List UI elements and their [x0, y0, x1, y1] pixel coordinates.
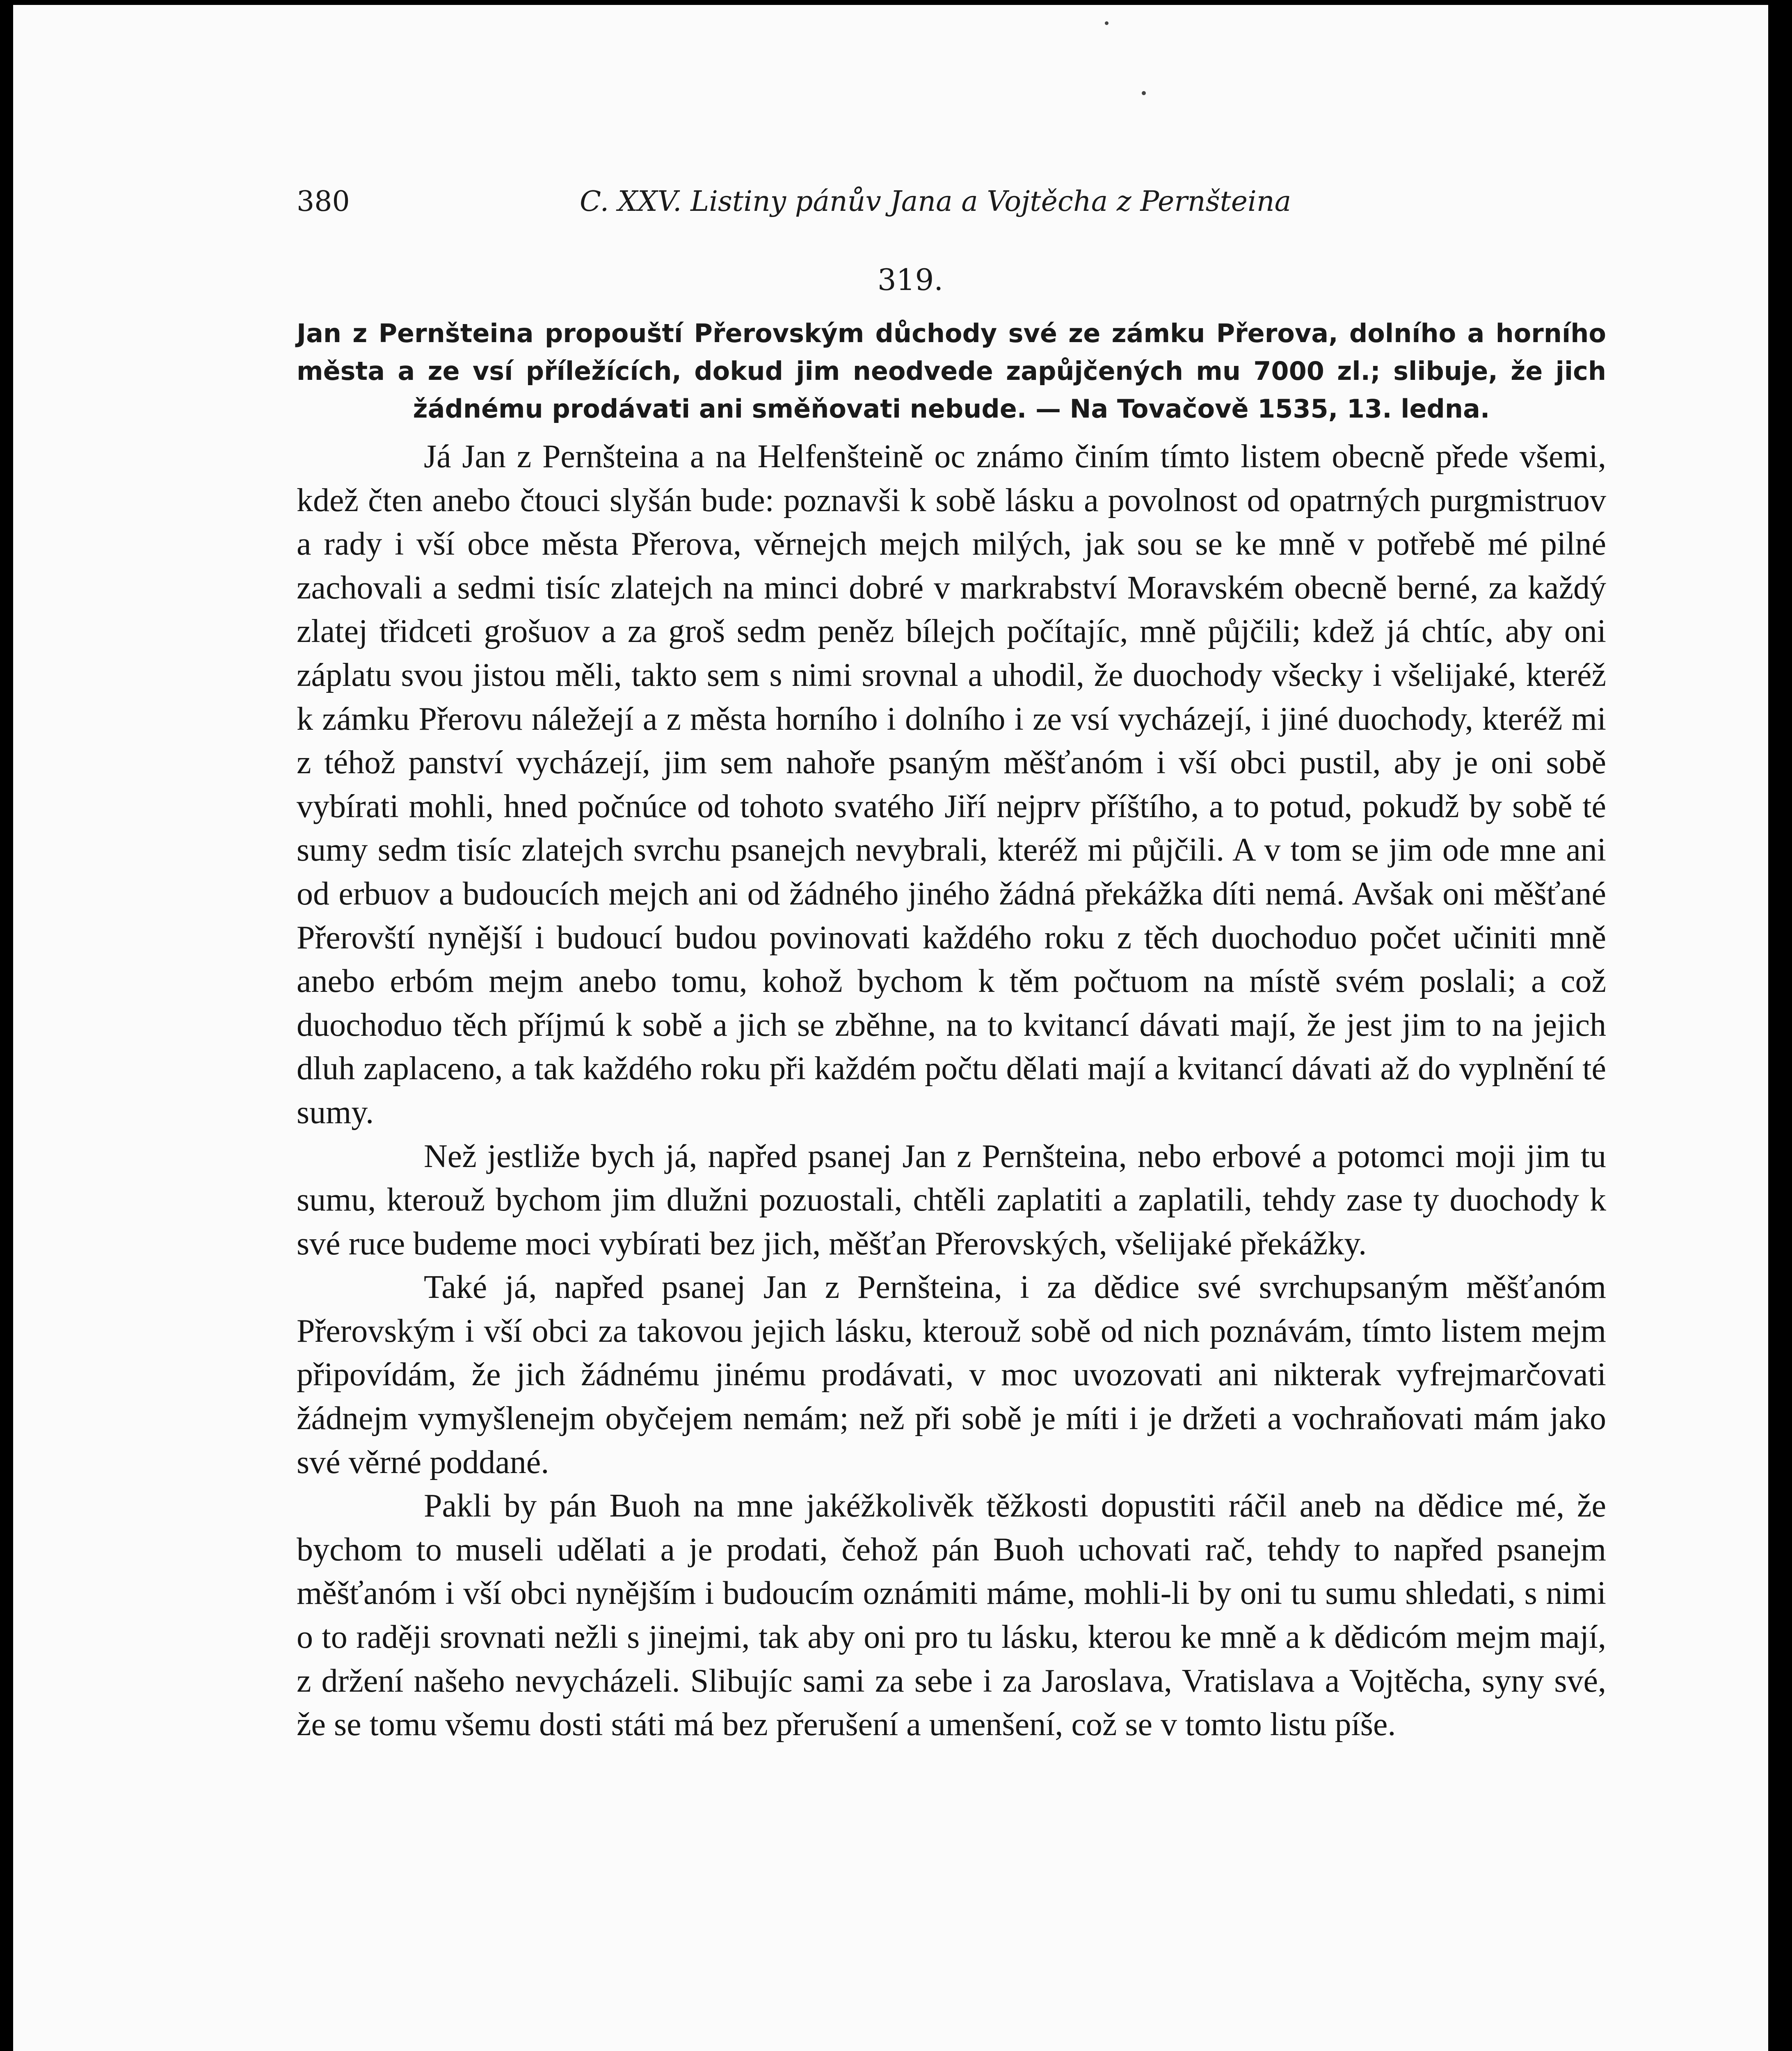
body-paragraph: Pakli by pán Buoh na mne jakéžkolivěk těžkosti dopustiti ráčil aneb na dědice mé, že bychom to museli udělati a je prodati, čehož pán Buoh uchovati rač, tehdy to napřed psanejm měšťanóm i vší obci nynějším i budoucím oznámiti máme, mohli-li by oni tu sumu shledati, s nimi o to raději srovnati nežli s jinejmi, tak aby oni pro tu lásku, kterou ke mně a k dědicóm mejm mají, z držení našeho nevycházeli. Slibujíc sami za sebe i za Jaroslava, Vratislava a Vojtěcha, syny své, že se tomu všemu dosti státi má bez přerušení a umenšení, což se v tomto listu píše. — [297, 1488, 1606, 1743]
page-number: 380 — [297, 185, 350, 218]
document-number: 319. — [877, 263, 944, 297]
running-title: C. XXV. Listiny pánův Jana a Vojtěcha z Pernšteina — [580, 185, 1291, 218]
book-page — [7, 5, 1781, 2051]
scan-edge-right — [1768, 5, 1781, 2051]
document-body — [297, 435, 1606, 1747]
body-paragraph: Také já, napřed psanej Jan z Pernšteina, i za dědice své svrchupsaným měšťanóm Přerovským i vší obci za takovou jejich lásku, kterouž sobě od nich poznávám, tímto listem mejm připovídám, že jich žádnému jinému prodávati, v moc uvozovati ani nikterak vyfrejmarčovati žádnejm vymyšlenejm obyčejem nemám; než při sobě je míti i je držeti a vochraňovati mám jako své věrné poddané. — [297, 1269, 1606, 1480]
scan-edge-left — [7, 5, 13, 2051]
body-paragraph: Já Jan z Pernšteina a na Helfenšteině oc známo činím tímto listem obecně přede všemi, kdež čten anebo čtouci slyšán bude: poznavši k sobě lásku a povolnost od opatrných purgmistruov a rady i vší obce města Přerova, věrnejch mejch milých, jak sou se ke mně v potřebě mé pilné zachovali a sedmi tisíc zlatejch na minci dobré v markrabství Moravském obecně berné, za každý zlatej třidceti grošuov a za groš sedm peněz bílejch počítajíc, mně půjčili; kdež já chtíc, aby oni záplatu svou jistou měli, takto sem s nimi srovnal a uhodil, že duochody všecky i všelijaké, kteréž k zámku Přerovu náležejí a z města horního i dolního i ze vsí vycházejí, i jiné duochody, kteréž mi z téhož panství vycházejí, jim sem nahoře psaným měšťanóm i vší obci pustil, aby je oni sobě vybírati mohli, hned počnúce od tohoto svatého Jiří nejprv příštího, a to potud, pokudž by sobě té sumy sedm tisíc zlatejch svrchu psanejch nevybrali, kteréž mi půjčili. A v tom se jim ode mne ani od erbuov a budoucích mejch ani od žádného jiného žádná překážka díti nemá. Avšak oni měšťané Přerovští nynější i budoucí budou povinovati každého roku z těch duochoduo počet učiniti mně anebo erbóm mejm anebo tomu, kohož bychom k těm počtuom na místě svém poslali; a což duochoduo těch příjmú k sobě a jich se zběhne, na to kvitancí dávati mají, že jest jim to na jejich dluh zaplaceno, a tak každého roku při každém počtu dělati mají a kvitancí dávati až do vyplnění té sumy. — [297, 439, 1606, 1131]
document-regest: Jan z Pernšteina propouští Přerovským důchody své ze zámku Přerova, dolního a horního města a ze vsí příležících, dokud jim neodvede zapůjčených mu 7000 zl.; slibuje, že jich žádnému prodávati ani směňovati nebude. — Na Tovačově 1535, 13. ledna. — [297, 318, 1606, 424]
scan-speck — [1142, 91, 1146, 95]
body-paragraph: Než jestliže bych já, napřed psanej Jan z Pernšteina, nebo erbové a potomci moji jim tu sumu, kterouž bychom jim dlužni pozuostali, chtěli zaplatiti a zaplatili, tehdy zase ty duochody k své ruce budeme moci vybírati bez jich, měšťan Přerovských, všelijaké překážky. — [297, 1138, 1606, 1262]
running-header — [297, 185, 1330, 231]
scan-speck — [1105, 21, 1109, 25]
